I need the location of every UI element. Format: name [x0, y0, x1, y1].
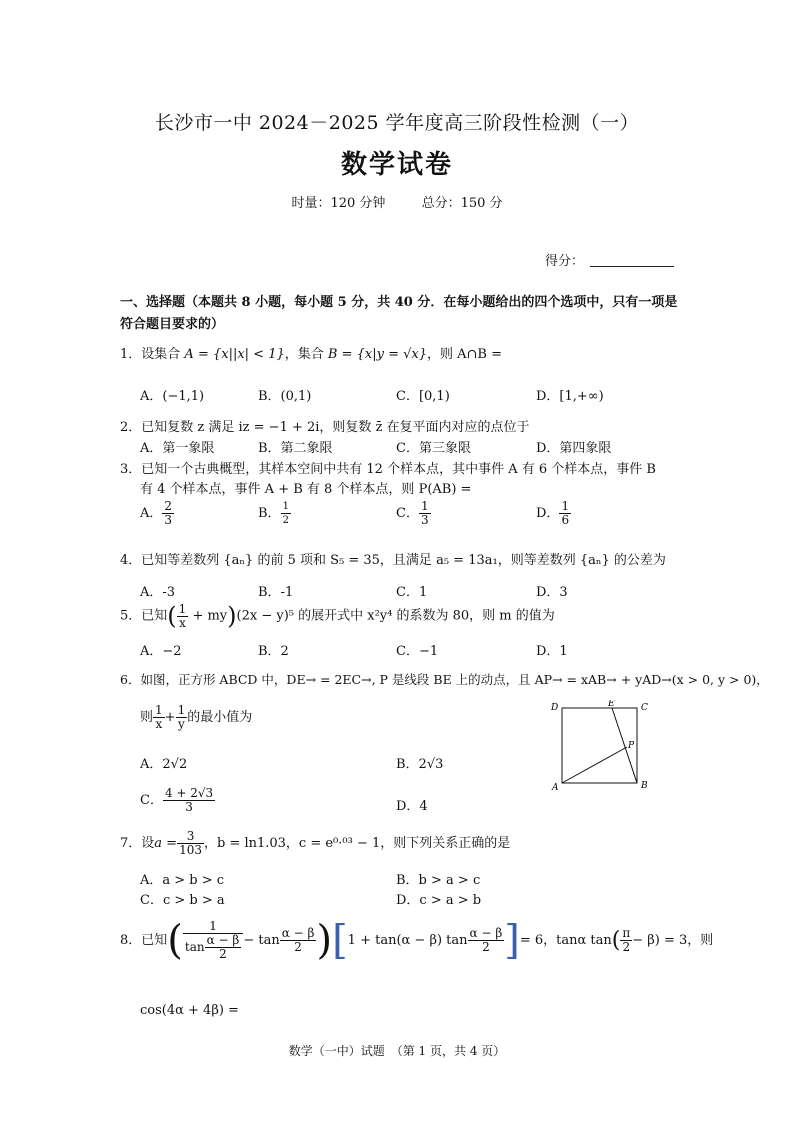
q3-d-num: 1 — [561, 499, 570, 513]
q5-tail: (2x − y)⁵ 的展开式中 x²y⁴ 的系数为 80，则 m 的值为 — [236, 608, 555, 624]
q7-option-a[interactable]: A．a > b > c — [140, 873, 225, 888]
q6-option-a[interactable]: A．2√2 — [140, 757, 188, 772]
q8-frac3-den: 2 — [482, 940, 490, 954]
q8-frac2-den: 2 — [294, 940, 302, 954]
q8-eq: = 6，tanα tan — [519, 933, 612, 948]
q7-option-c[interactable]: C．c > b > a — [140, 893, 225, 908]
q8-prefix: 8．已知 — [120, 933, 168, 948]
q3-option-d[interactable] — [536, 500, 571, 527]
q8-frac4-den: 2 — [622, 940, 631, 954]
question-3-line2: 有 4 个样本点，事件 A + B 有 8 个样本点，则 P(AB) = — [140, 482, 472, 497]
q6-frac1-num: 1 — [155, 703, 163, 717]
q3-d-fraction — [559, 500, 571, 527]
q6-c-den: 3 — [185, 800, 193, 814]
q5-expr: + my — [192, 608, 228, 624]
q1-option-a[interactable]: A．(−1,1) — [140, 389, 205, 404]
question-3-line1: 3．已知一个古典概型，其样本空间中共有 12 个样本点，其中事件 A 有 6 个样本点，事件 B — [120, 462, 656, 477]
q6-c-num: 4 + 2√3 — [164, 786, 214, 800]
q5-option-a[interactable]: A．−2 — [140, 644, 182, 659]
q7-option-d[interactable]: D．c > a > b — [396, 893, 482, 908]
q4-option-a[interactable]: A．-3 — [140, 585, 176, 600]
q2-option-d[interactable]: D．第四象限 — [536, 441, 612, 456]
question-8: 8．已知( 1 tan $\frac{\alpha - \beta}{2}$ − tan $\frac{\alpha - \beta}{2}$ )[1 + tan(α − β) tan $\frac{\alpha - \beta}{2}$ ]= 6，tanα tan( $\frac{\pi}{2}$ − β) = 3，则 — [120, 917, 714, 964]
q1-option-b[interactable]: B．(0,1) — [258, 389, 312, 404]
q8-eq-tail: − β) = 3，则 — [632, 933, 714, 948]
q5-option-c[interactable]: C．−1 — [396, 644, 439, 659]
q5-frac-den: x — [179, 615, 186, 630]
q7-a-lhs: a = — [154, 836, 178, 851]
q7-prefix: 7．设 — [120, 836, 155, 851]
q3-c-num: 1 — [420, 499, 429, 513]
question-2: 2．已知复数 z 满足 iz = −1 + 2i，则复数 z̄ 在复平面内对应的点位于 — [120, 420, 530, 435]
question-1 — [120, 343, 502, 362]
q5-frac-num: 1 — [178, 601, 187, 616]
q8-frac1 — [183, 920, 243, 961]
q5-fraction — [177, 603, 189, 630]
q8-frac1-inner-num: α − β — [206, 933, 240, 947]
q2-option-a[interactable]: A．第一象限 — [140, 441, 215, 456]
q3-c-fraction — [419, 500, 431, 527]
q3-b-label: B． — [258, 506, 281, 521]
q6-c-label: C． — [140, 793, 163, 808]
q6-option-c[interactable] — [140, 787, 215, 814]
q3-option-a[interactable] — [140, 500, 174, 527]
q3-option-c[interactable] — [396, 500, 431, 527]
q3-c-den: 3 — [420, 513, 429, 527]
q1-mid: ，集合 — [284, 347, 324, 362]
q3-a-label: A． — [140, 506, 163, 521]
q3-b-den: 2 — [282, 515, 289, 526]
q4-option-d[interactable]: D．3 — [536, 585, 568, 600]
square-abcd — [562, 708, 637, 783]
q5-prefix: 5．已知 — [120, 608, 168, 624]
q8-frac4 — [620, 927, 632, 954]
q4-option-b[interactable]: B．-1 — [258, 585, 294, 600]
q7-a-den: 103 — [179, 843, 202, 857]
question-5: 5．已知( $\frac{1}{x}$ + my)(2x − y)⁵ 的展开式中 x²y⁴ 的系数为 80，则 m 的值为 — [120, 601, 555, 630]
q1-option-d[interactable]: D．[1,+∞) — [536, 389, 604, 404]
q8-frac3 — [468, 927, 505, 954]
q2-option-c[interactable]: C．第三象限 — [396, 441, 471, 456]
q8-frac4-num: π — [622, 926, 631, 940]
q4-option-c[interactable]: C．1 — [396, 585, 428, 600]
q3-b-num: 1 — [282, 501, 289, 512]
q1-set-b: B = {x|y = √x} — [327, 347, 427, 362]
exam-meta — [0, 192, 794, 211]
q3-c-label: C． — [396, 506, 419, 521]
q3-d-den: 6 — [561, 513, 570, 527]
q3-d-label: D． — [536, 506, 560, 521]
label-e: E — [608, 700, 615, 709]
question-4: 4．已知等差数列 {aₙ} 的前 5 项和 S₅ = 35，且满足 a₅ = 13a₁，则等差数列 {aₙ} 的公差为 — [120, 553, 666, 568]
q1-tail: ，则 A∩B = — [427, 347, 502, 362]
q6-c-fraction — [163, 787, 215, 814]
question-6-line1: 6．如图，正方形 ABCD 中，DE→ = 2EC→, P 是线段 BE 上的动点，且 AP→ = xAB→ + yAD→(x > 0, y > 0)， — [120, 672, 769, 687]
q8-frac2 — [280, 927, 317, 954]
question-7 — [120, 830, 510, 857]
subject-title: 数学试卷 — [340, 150, 453, 180]
q6-frac1-den: x — [155, 717, 163, 731]
q6-frac2 — [176, 704, 188, 731]
q8-frac3-num: α − β — [469, 926, 503, 940]
score-field[interactable] — [545, 250, 674, 269]
score-blank[interactable] — [590, 266, 674, 267]
q6-frac2-num: 1 — [177, 703, 186, 717]
q8-frac1-den-tan: tan — [184, 940, 205, 954]
exam-title: 长沙市一中 2024－2025 学年度高三阶段性检测（一） — [154, 112, 640, 134]
q6-option-b[interactable]: B．2√3 — [396, 757, 444, 772]
q7-option-b[interactable]: B．b > a > c — [396, 873, 481, 888]
score-label: 得分： — [545, 254, 585, 269]
label-b: B — [641, 781, 648, 791]
q6-plus: + — [164, 710, 176, 725]
segment-ap — [562, 747, 627, 783]
q8-frac1-inner — [205, 934, 242, 961]
q8-frac1-inner-den: 2 — [219, 947, 227, 961]
q6-tail: 的最小值为 — [187, 710, 253, 725]
q8-mid: 1 + tan(α − β) tan — [347, 933, 468, 948]
q2-option-b[interactable]: B．第二象限 — [258, 441, 333, 456]
q7-a-num: 3 — [177, 830, 204, 844]
q1-set-a: A = {x||x| < 1} — [184, 347, 285, 362]
q8-frac1-num: 1 — [183, 920, 243, 934]
q8-frac2-num: α − β — [281, 926, 315, 940]
label-d: D — [551, 703, 559, 713]
q3-option-b[interactable] — [258, 500, 291, 527]
q6-prefix: 则 — [140, 710, 154, 725]
q3-b-fraction — [281, 500, 291, 527]
label-p: P — [628, 741, 635, 751]
q5-option-d[interactable]: D．1 — [536, 644, 568, 659]
page-footer: 数学（一中）试题 （第 1 页，共 4 页） — [288, 1044, 506, 1058]
q6-option-d[interactable]: D．4 — [396, 799, 428, 814]
section-heading: 一、选择题（本题共 8 小题，每小题 5 分，共 40 分．在每小题给出的四个选项中，只有一项是符合题目要求的） — [120, 295, 678, 332]
q8-minus-tan: − tan — [243, 933, 280, 948]
total-score: 总分：150 分 — [421, 196, 503, 211]
q5-option-b[interactable]: B．2 — [258, 644, 289, 659]
q1-option-c[interactable]: C．[0,1) — [396, 389, 450, 404]
q7-a-fraction — [177, 830, 204, 857]
label-a: A — [552, 783, 559, 793]
q8-frac1-den — [183, 934, 243, 961]
q6-frac2-den: y — [177, 717, 185, 731]
question-6-line2 — [140, 704, 252, 731]
square-diagram — [545, 700, 655, 795]
q3-a-num: 2 — [164, 499, 173, 513]
question-8-line2: cos(4α + 4β) = — [140, 1003, 239, 1018]
label-c: C — [641, 703, 648, 713]
q3-a-den: 3 — [164, 513, 173, 527]
q1-prefix: 1．设集合 — [120, 347, 181, 362]
q7-rest: ，b = ln1.03，c = e⁰·⁰³ − 1，则下列关系正确的是 — [203, 836, 511, 851]
time-limit: 时量：120 分钟 — [291, 196, 386, 211]
q6-frac1 — [153, 704, 165, 731]
q3-a-fraction — [162, 500, 174, 527]
